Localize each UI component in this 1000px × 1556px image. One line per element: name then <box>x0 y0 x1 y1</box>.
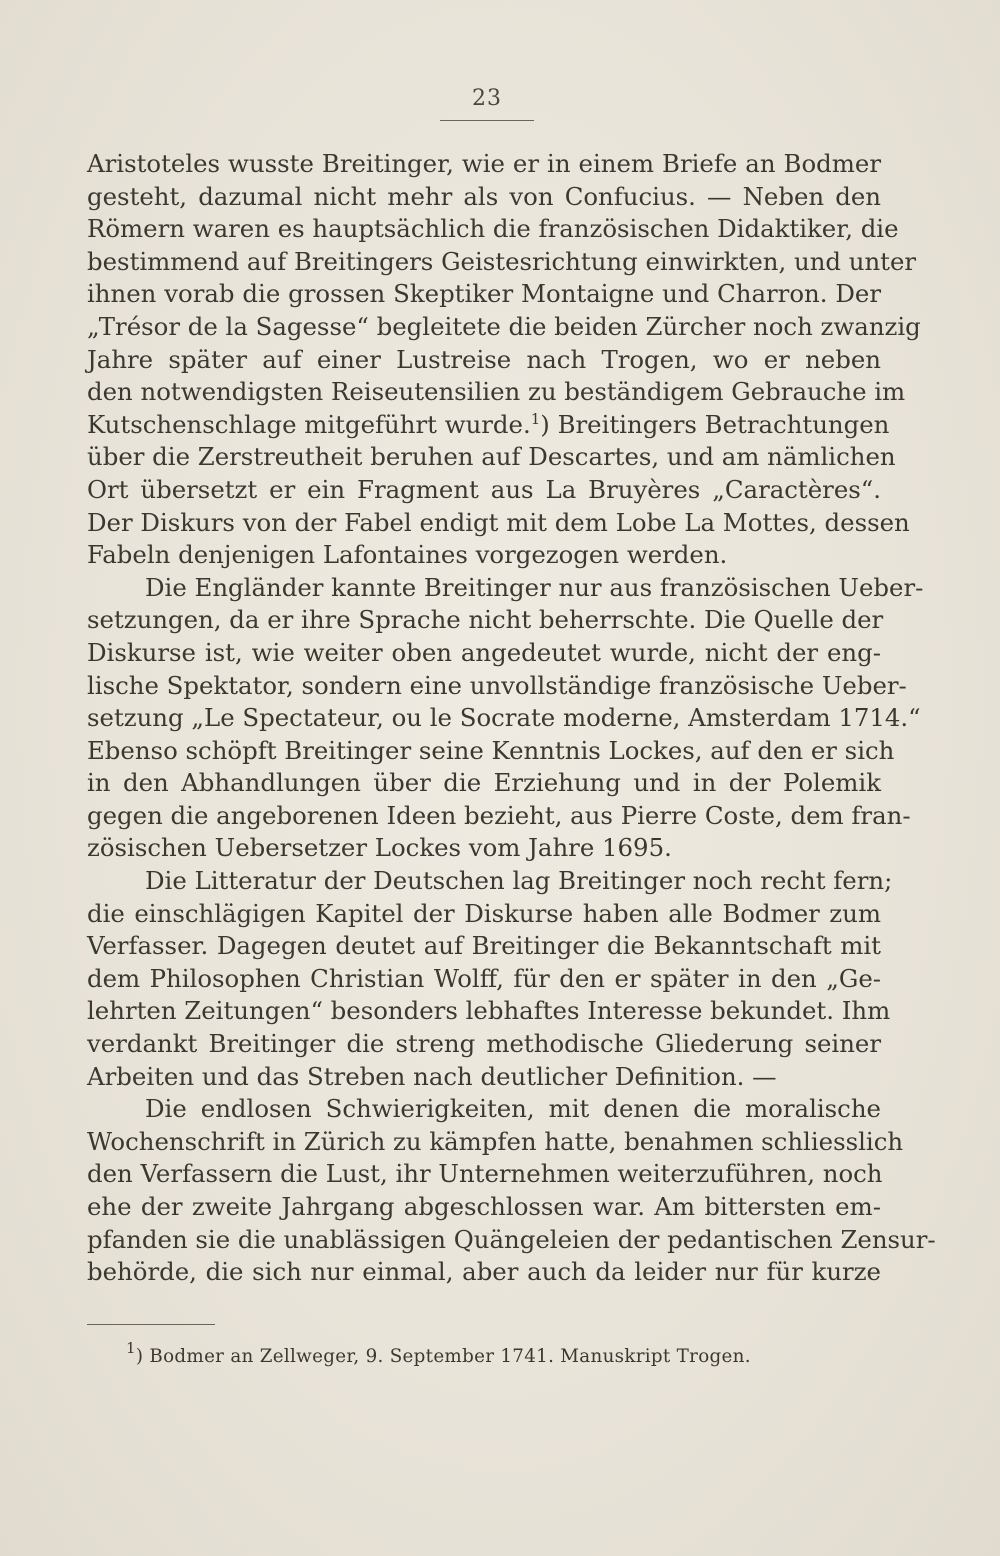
text-line: Die Litteratur der Deutschen lag Breitinger noch recht fern; <box>145 866 893 896</box>
text-line: Fabeln denjenigen Lafontaines vorgezogen werden. <box>87 540 728 570</box>
footnote-reference[interactable]: 1 <box>530 409 541 428</box>
text-line: „Trésor de la Sagesse“ begleitete die beiden Zürcher noch zwanzig <box>87 311 921 341</box>
text-line: Jahre später auf einer Lustreise nach Trogen, wo er neben <box>87 344 881 374</box>
text-line: Diskurse ist, wie weiter oben angedeutet wurde, nicht der eng- <box>87 637 881 667</box>
text-line: ihnen vorab die grossen Skeptiker Montaigne und Charron. Der <box>87 279 881 309</box>
footnote <box>126 1339 751 1367</box>
text-line: den notwendigsten Reiseutensilien zu beständigem Gebrauche im <box>87 377 906 407</box>
text-line: lehrten Zeitungen“ besonders lebhaftes Interesse bekundet. Ihm <box>87 996 891 1026</box>
header-rule <box>440 120 534 121</box>
text-line: gegen die angeborenen Ideen bezieht, aus Pierre Coste, dem fran- <box>87 800 911 830</box>
text-line: bestimmend auf Breitingers Geistesrichtung einwirkten, und unter <box>87 246 917 276</box>
text-line: in den Abhandlungen über die Erziehung und in der Polemik <box>87 768 881 798</box>
text-line: Aristoteles wusste Breitinger, wie er in einem Briefe an Bodmer <box>87 149 881 178</box>
text-segment: Kutschenschlage mitgeführt wurde. <box>87 409 531 439</box>
text-line: zösischen Uebersetzer Lockes vom Jahre 1695. <box>87 833 672 863</box>
text-line: den Verfassern die Lust, ihr Unternehmen weiterzuführen, noch <box>87 1159 883 1189</box>
footnote-rule <box>87 1324 215 1325</box>
text-line: gesteht, dazumal nicht mehr als von Confucius. — Neben den <box>87 181 881 211</box>
footnote-text: ) Bodmer an Zellweger, 9. September 1741. Manuskript Trogen. <box>135 1346 751 1367</box>
text-line: Ort übersetzt er ein Fragment aus La Bruyères „Caractères“. <box>87 474 881 504</box>
page-number: 23 <box>472 86 502 111</box>
text-line: über die Zerstreutheit beruhen auf Descartes, und am nämlichen <box>87 442 896 472</box>
text-line: lische Spektator, sondern eine unvollständige französische Ueber- <box>87 670 907 700</box>
text-line: dem Philosophen Christian Wolff, für den er später in den „Ge- <box>87 963 881 993</box>
text-line: verdankt Breitinger die streng methodische Gliederung seiner <box>87 1029 881 1059</box>
text-line: Ebenso schöpft Breitinger seine Kenntnis Lockes, auf den er sich <box>87 735 895 765</box>
text-line: Arbeiten und das Streben nach deutlicher Definition. — <box>87 1061 777 1091</box>
text-line: pfanden sie die unablässigen Quängeleien der pedantischen Zensur- <box>87 1224 936 1254</box>
text-line: Wochenschrift in Zürich zu kämpfen hatte, benahmen schliesslich <box>87 1126 904 1156</box>
text-line: Der Diskurs von der Fabel endigt mit dem Lobe La Mottes, dessen <box>87 507 910 537</box>
text-line-with-footnote-ref <box>87 409 890 442</box>
text-line: setzung „Le Spectateur, ou le Socrate moderne, Amsterdam 1714.“ <box>87 703 921 733</box>
text-line: Die endlosen Schwierigkeiten, mit denen die moralische <box>145 1094 881 1124</box>
text-line: Römern waren es hauptsächlich die französischen Didaktiker, die <box>87 214 899 244</box>
footnote-marker: 1 <box>126 1339 136 1357</box>
text-line: setzungen, da er ihre Sprache nicht beherrschte. Die Quelle der <box>87 605 884 635</box>
main-text <box>87 148 936 1289</box>
text-line: die einschlägigen Kapitel der Diskurse haben alle Bodmer zum <box>87 898 881 928</box>
text-segment: ) Breitingers Betrachtungen <box>540 409 890 439</box>
text-line: Die Engländer kannte Breitinger nur aus französischen Ueber- <box>145 572 924 602</box>
text-line: Verfasser. Dagegen deutet auf Breitinger die Bekanntschaft mit <box>87 931 881 961</box>
text-line: behörde, die sich nur einmal, aber auch da leider nur für kurze <box>87 1257 881 1287</box>
text-line: ehe der zweite Jahrgang abgeschlossen war. Am bittersten em- <box>87 1192 881 1221</box>
